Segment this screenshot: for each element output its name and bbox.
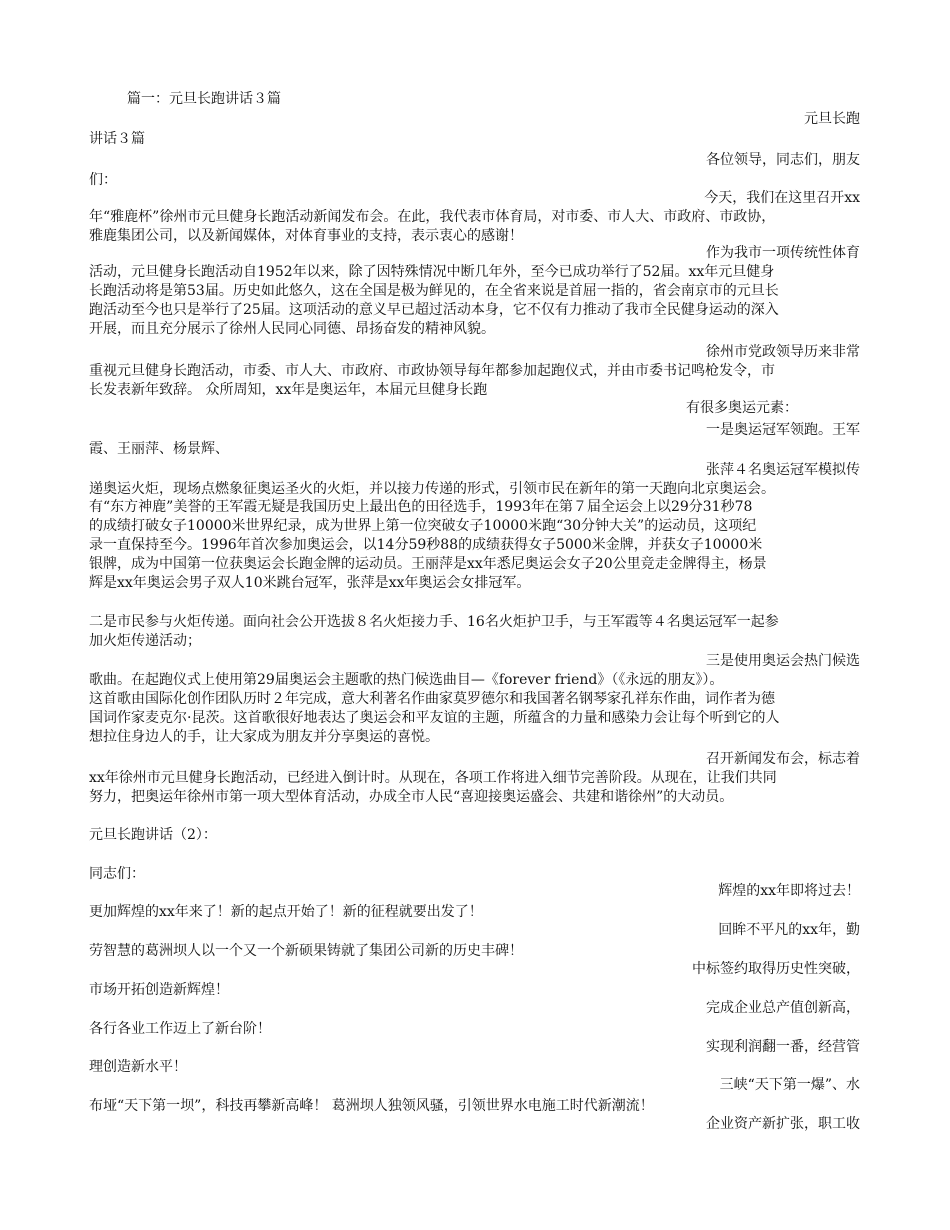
text-line: 有很多奥运元素： (686, 400, 798, 416)
text-line: 有“东方神鹿”美誉的王军霞无疑是我国历史上最出色的田径选手，1993年在第７届全运会上以29分31秒78 (89, 499, 753, 515)
text-line: 讲话３篇 (89, 131, 145, 147)
text-line: 今天，我们在这里召开xx (704, 190, 860, 206)
text-line: 完成企业总产值创新高， (706, 1000, 860, 1016)
text-line: 国词作家麦克尔·昆茨。这首歌很好地表达了奥运会和平友谊的主题，所蕴含的力量和感染力会让每个听到它的人 (89, 710, 780, 726)
text-line: 一是奥运冠军领跑。王军 (706, 422, 860, 438)
text-line: 二是市民参与火炬传递。面向社会公开选拔８名火炬接力手、16名火炬护卫手，与王军霞等４名奥运冠军一起参 (89, 614, 779, 630)
text-line: 劳智慧的葛洲坝人以一个又一个新硕果铸就了集团公司新的历史丰碑！ (89, 943, 523, 959)
text-line: 年“雅鹿杯”徐州市元旦健身长跑活动新闻发布会。在此，我代表市体育局，对市委、市人大、市政府、市政协， (89, 209, 776, 225)
text-line: 作为我市一项传统性体育 (706, 245, 860, 261)
text-line: 的成绩打破女子10000米世界纪录，成为世界上第一位突破女子10000米跑“30分钟大关”的运动员，这项纪 (89, 518, 757, 534)
text-line: 更加辉煌的xx年来了！新的起点开始了！新的征程就要出发了！ (89, 904, 483, 920)
text-line: 实现利润翻一番，经营管 (706, 1039, 860, 1055)
text-line: 辉是xx年奥运会男子双人10米跳台冠军，张萍是xx年奥运会女排冠军。 (89, 575, 531, 591)
text-line: 想拉住身边人的手，让大家成为朋友并分享奥运的喜悦。 (89, 729, 439, 745)
text-line: 雅鹿集团公司，以及新闻媒体，对体育事业的支持，表示衷心的感谢！ (89, 228, 523, 244)
text-line: 理创造新水平！ (89, 1059, 187, 1075)
text-line: 徐州市党政领导历来非常 (706, 344, 860, 360)
text-line: 开展，而且充分展示了徐州人民同心同德、昂扬奋发的精神风貌。 (89, 321, 495, 337)
document-title: 篇一：元旦长跑讲话３篇 (127, 91, 281, 107)
text-line: 布垭“天下第一坝”，科技再攀新高峰！ 葛洲坝人独领风骚，引领世界水电施工时代新潮流！ (89, 1098, 654, 1114)
text-line: 加火炬传递活动； (89, 633, 201, 649)
text-line: 同志们： (89, 866, 145, 882)
text-line: 努力，把奥运年徐州市第一项大型体育活动，办成全市人民“喜迎接奥运盛会、共建和谐徐州”的大动员。 (89, 789, 734, 805)
text-line: 三峡“天下第一爆”、水 (719, 1077, 860, 1093)
text-line: 企业资产新扩张，职工收 (706, 1116, 860, 1132)
text-line: 市场开拓创造新辉煌！ (89, 982, 229, 998)
text-line: 回眸不平凡的xx年，勤 (718, 922, 860, 938)
text-line: xx年徐州市元旦健身长跑活动，已经进入倒计时。从现在，各项工作将进入细节完善阶段。从现在，让我们共同 (89, 770, 777, 786)
text-line: 银牌，成为中国第一位获奥运会长跑金牌的运动员。王丽萍是xx年悉尼奥运会女子20公里竞走金牌得主，杨景 (89, 556, 767, 572)
text-line: 跑活动至今也只是举行了25届。这项活动的意义早已超过活动本身，它不仅有力推动了我市全民健身运动的深入 (89, 302, 779, 318)
text-line: 这首歌由国际化创作团队历时２年完成，意大利著名作曲家莫罗德尔和我国著名钢琴家孔祥东作曲，词作者为德 (89, 691, 775, 707)
text-line: 重视元旦健身长跑活动，市委、市人大、市政府、市政协领导每年都参加起跑仪式，并由市委书记鸣枪发令，市 (89, 363, 775, 379)
text-line: 辉煌的xx年即将过去！ (718, 883, 860, 899)
text-line: 召开新闻发布会，标志着 (706, 751, 860, 767)
text-line: 三是使用奥运会热门候选 (706, 653, 860, 669)
text-line: 元旦长跑 (804, 111, 860, 127)
text-line: 中标签约取得历史性突破， (692, 961, 860, 977)
text-line: 录一直保持至今。1996年首次参加奥运会，以14分59秒88的成绩获得女子5000米金牌，并获女子10000米 (89, 537, 763, 553)
text-line: 各位领导，同志们，朋友 (706, 152, 860, 168)
text-line: 张萍４名奥运冠军模拟传 (706, 462, 860, 478)
text-line: 歌曲。在起跑仪式上使用第29届奥运会主题歌的热门候选曲目—《forever friend》（《永远的朋友》）。 (89, 672, 724, 688)
text-line: 长发表新年致辞。 众所周知，xx年是奥运年，本届元旦健身长跑 (89, 382, 488, 398)
section-heading: 元旦长跑讲话（2）： (89, 827, 217, 843)
text-line: 递奥运火炬，现场点燃象征奥运圣火的火炬，并以接力传递的形式，引领市民在新年的第一天跑向北京奥运会。 (89, 481, 775, 497)
text-line: 长跑活动将是第53届。历史如此悠久，这在全国是极为鲜见的，在全省来说是首屈一指的，省会南京市的元旦长 (89, 283, 779, 299)
text-line: 各行各业工作迈上了新台阶！ (89, 1021, 271, 1037)
text-line: 们： (89, 172, 117, 188)
text-line: 霞、王丽萍、杨景辉、 (89, 441, 229, 457)
text-line: 活动，元旦健身长跑活动自1952年以来，除了因特殊情况中断几年外，至今已成功举行了52届。xx年元旦健身 (89, 264, 775, 280)
